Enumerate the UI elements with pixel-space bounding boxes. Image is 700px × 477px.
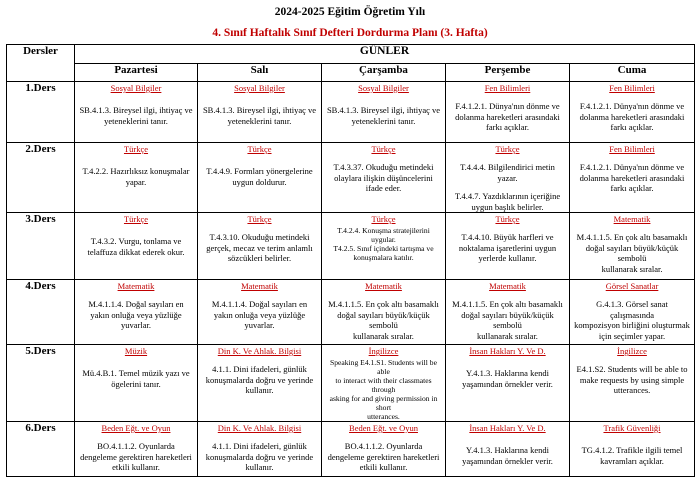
lesson-row	[7, 422, 695, 477]
outcome-line: kullanarak sıralar.	[601, 263, 663, 274]
outcome-line: SB.4.1.3. Bireysel ilgi, ihtiyaç ve	[326, 105, 441, 115]
outcome-line: F.4.1.2.1. Dünya'nın dönme ve	[455, 101, 560, 111]
outcome-text	[322, 356, 445, 421]
lesson-cell	[198, 213, 322, 280]
outcome-line: konuşmalara katılır.	[353, 253, 414, 262]
lesson-cell	[198, 143, 322, 213]
outcome-line: T.4.4.9. Formları yönergelerine	[206, 166, 313, 176]
outcome-text	[198, 154, 321, 187]
outcome-line: konuşmalarda doğru ve yerinde	[205, 451, 314, 462]
lesson-cell	[570, 345, 695, 422]
outcome-line: ögelerini tanır.	[111, 378, 161, 389]
lesson-row	[7, 213, 695, 280]
outcome-line: make requests by using simple	[579, 374, 685, 385]
outcome-line: farkı açıklar.	[610, 183, 654, 193]
subject-label: Sosyal Bilgiler	[358, 83, 409, 93]
outcome-line: BO.4.1.1.2. Oyunlarda	[344, 441, 423, 451]
lesson-cell	[570, 422, 695, 477]
outcome-line: SB.4.1.3. Bireysel ilgi, ihtiyaç ve	[202, 105, 317, 115]
outcome-text	[446, 93, 569, 133]
outcome-line: yeteneklerini tanır.	[104, 115, 168, 126]
subject-label: Fen Bilimleri	[609, 144, 655, 154]
outcome-line: kullanır.	[245, 462, 274, 472]
lesson-cell	[198, 345, 322, 422]
document-subtitle: 4. Sınıf Haftalık Sınıf Defteri Dordurma Planı (3. Hafta)	[212, 27, 488, 39]
outcome-line: T4.2.5. Sınıf içindeki tartışma ve	[333, 244, 434, 253]
day-header-2: Çarşamba	[322, 63, 446, 82]
outcome-line: T.4.2.4. Konuşma stratejilerini	[337, 226, 430, 235]
outcome-line: yazar.	[497, 172, 518, 183]
lesson-cell	[198, 280, 322, 345]
outcome-line: dengeleme gerektiren hareketleri	[80, 451, 192, 462]
outcome-line: utterances.	[367, 412, 400, 421]
outcome-line: farkı açıklar.	[610, 122, 654, 132]
outcome-line: yapar.	[125, 176, 147, 187]
outcome-line: asking for and giving permission in short	[329, 394, 438, 412]
outcome-text	[322, 224, 445, 262]
day-header-1: Salı	[198, 63, 322, 82]
subject-label: Matematik	[613, 214, 651, 224]
subject-label: Din K. Ve Ahlak. Bilgisi	[217, 346, 302, 356]
day-header-0: Pazartesi	[75, 63, 198, 82]
outcome-line: Y.4.1.3. Haklarına kendi	[466, 368, 549, 378]
lesson-cell	[322, 280, 446, 345]
outcome-line: yaşamından örnekler verir.	[462, 378, 553, 389]
subject-label: Fen Bilimleri	[609, 83, 655, 93]
subject-label: Türkçe	[123, 214, 149, 224]
outcome-line: to interact with their classmates through	[335, 376, 432, 394]
outcome-line: etkili kullanır.	[359, 462, 408, 472]
outcome-text	[75, 93, 197, 126]
lesson-cell	[322, 345, 446, 422]
outcome-line: dolanma hareketleri arasındaki	[579, 111, 685, 122]
outcome-line: M.4.1.1.4. Doğal sayıları en	[211, 299, 308, 309]
lesson-cell	[446, 280, 570, 345]
lesson-cell	[322, 82, 446, 143]
lesson-cell	[75, 422, 198, 477]
subject-label: Sosyal Bilgiler	[234, 83, 285, 93]
subject-label: Türkçe	[371, 214, 396, 224]
lesson-cell	[446, 345, 570, 422]
outcome-line: M.4.1.1.5. En çok altı basamaklı	[452, 299, 563, 309]
lesson-label: 2.Ders	[7, 143, 75, 213]
subject-label: Matematik	[241, 281, 278, 291]
outcome-line: yaşamından örnekler verir.	[462, 455, 553, 466]
weekly-plan-table	[6, 44, 695, 477]
lesson-label: 6.Ders	[7, 422, 75, 477]
subject-label: Türkçe	[495, 214, 520, 224]
outcome-text	[198, 224, 321, 264]
subject-label: Matematik	[489, 281, 526, 291]
lesson-cell	[446, 213, 570, 280]
subject-label: İngilizce	[368, 346, 399, 356]
outcome-line: F.4.1.2.1. Dünya'nın dönme ve	[579, 162, 685, 172]
outcome-text	[75, 291, 197, 331]
outcome-line: T.4.4.4. Bilgilendirici metin	[460, 162, 555, 172]
outcome-text	[198, 433, 321, 473]
outcome-text	[446, 224, 569, 264]
subject-label: Türkçe	[247, 214, 272, 224]
subject-label: Sosyal Bilgiler	[110, 83, 162, 93]
outcome-line: E4.1.S2. Students will be able to	[576, 364, 688, 374]
outcome-line: olaylara ilişkin düşüncelerini	[334, 172, 433, 183]
outcome-line: yuvarlar.	[244, 320, 275, 330]
outcome-line: doğal sayıları büyük/küçük sembolü	[337, 309, 430, 330]
outcome-line: yakın onluğa veya yüzlüğe	[90, 309, 182, 320]
dersler-header: Dersler	[7, 45, 75, 82]
subject-label: Matematik	[365, 281, 402, 291]
outcome-text	[446, 154, 569, 212]
outcome-line: kompozisyon birliğini oluşturmak	[574, 320, 690, 330]
lesson-cell	[75, 345, 198, 422]
outcome-text	[75, 224, 197, 257]
lesson-cell	[446, 143, 570, 213]
subject-label: Türkçe	[371, 144, 396, 154]
outcome-line: gerçek, mecaz ve terim anlamlı	[206, 242, 313, 253]
lesson-cell	[570, 213, 695, 280]
subject-label: Türkçe	[247, 144, 272, 154]
outcome-text	[570, 154, 694, 194]
lesson-cell	[75, 213, 198, 280]
subject-label: Görsel Sanatlar	[605, 281, 659, 291]
lesson-cell	[322, 422, 446, 477]
lesson-cell	[446, 422, 570, 477]
outcome-line: uygular.	[371, 235, 396, 244]
outcome-line: yakın onluğa veya yüzlüğe	[213, 309, 306, 320]
outcome-line: farkı açıklar.	[486, 122, 529, 132]
outcome-line: M.4.1.1.5. En çok altı basamaklı	[328, 299, 439, 309]
outcome-line: T.4.4.10. Büyük harfleri ve	[461, 232, 554, 242]
outcome-line: BO.4.1.1.2. Oyunlarda	[97, 441, 175, 451]
outcome-text	[322, 433, 445, 473]
outcome-line: SB.4.1.3. Bireysel ilgi, ihtiyaç ve	[79, 105, 193, 115]
outcome-line: noktalama işaretlerini uygun	[458, 242, 557, 253]
outcome-text	[446, 291, 569, 341]
outcome-line: T.4.2.2. Hazırlıksız konuşmalar	[82, 166, 190, 176]
outcome-text	[198, 93, 321, 126]
outcome-text	[570, 224, 694, 274]
outcome-line: kullanarak sıralar.	[353, 330, 414, 341]
outcome-text	[570, 291, 694, 341]
lesson-cell	[570, 82, 695, 143]
subject-label: Trafik Güvenliği	[603, 423, 661, 433]
lesson-label: 1.Ders	[7, 82, 75, 143]
outcome-line: doğal sayıları büyük/küçük sembolü	[585, 242, 679, 263]
outcome-text	[75, 356, 197, 389]
outcome-text	[75, 154, 197, 187]
outcome-text	[198, 356, 321, 396]
outcome-line: yuvarlar.	[121, 320, 151, 330]
day-header-3: Perşembe	[446, 63, 570, 82]
subject-label: Beden Eğt. ve Oyun	[101, 423, 171, 433]
lesson-cell	[75, 280, 198, 345]
subject-label: Fen Bilimleri	[484, 83, 531, 93]
outcome-line: konuşmalarda doğru ve yerinde	[205, 374, 314, 385]
lesson-cell	[75, 143, 198, 213]
outcome-text	[570, 433, 694, 466]
lesson-cell	[446, 82, 570, 143]
outcome-gap	[450, 183, 565, 191]
outcome-line: Speaking E4.1.S1. Students will be able	[330, 358, 437, 376]
outcome-line: yeteneklerini tanır.	[351, 115, 416, 126]
subject-label: Din K. Ve Ahlak. Bilgisi	[217, 423, 302, 433]
outcome-line: sözcükleri belirler.	[227, 253, 292, 263]
lesson-cell	[322, 213, 446, 280]
lesson-row	[7, 143, 695, 213]
lesson-label: 3.Ders	[7, 213, 75, 280]
lesson-label: 4.Ders	[7, 280, 75, 345]
subject-label: Türkçe	[495, 144, 520, 154]
outcome-line: yerlerde kullanır.	[478, 253, 537, 263]
outcome-line: uygun başlık belirler.	[471, 201, 544, 212]
subject-label: Müzik	[124, 346, 148, 356]
lesson-cell	[75, 82, 198, 143]
outcome-line: T.4.4.7. Yazdıklarının içeriğine	[454, 191, 561, 201]
outcome-line: dolanma hareketleri arasındaki	[579, 172, 685, 183]
subject-label: İnsan Hakları Y. Ve D.	[469, 346, 546, 356]
outcome-line: doğal sayıları büyük/küçük sembolü	[461, 309, 554, 330]
outcome-line: Mü.4.B.1. Temel müzik yazı ve	[82, 368, 190, 378]
outcome-line: M.4.1.1.4. Doğal sayıları en	[88, 299, 184, 309]
subject-label: Türkçe	[123, 144, 149, 154]
outcome-line: kavramları açıklar.	[600, 455, 664, 466]
outcome-line: yeteneklerini tanır.	[227, 115, 292, 126]
outcome-line: T.4.3.37. Okuduğu metindeki	[333, 162, 434, 172]
outcome-line: kullanarak sıralar.	[477, 330, 538, 341]
outcome-line: dengeleme gerektiren hareketleri	[327, 451, 440, 462]
gunler-header: GÜNLER	[75, 45, 695, 64]
outcome-line: M.4.1.1.5. En çok altı basamaklı	[576, 232, 688, 242]
lesson-cell	[570, 280, 695, 345]
lesson-cell	[198, 82, 322, 143]
outcome-line: etkili kullanır.	[112, 462, 160, 472]
subject-label: İngilizce	[617, 346, 647, 356]
lesson-cell	[322, 143, 446, 213]
lesson-cell	[570, 143, 695, 213]
lesson-label: 5.Ders	[7, 345, 75, 422]
lesson-row	[7, 82, 695, 143]
outcome-line: telaffuza dikkat ederek okur.	[87, 246, 185, 257]
outcome-line: ifade eder.	[365, 183, 402, 193]
outcome-text	[322, 291, 445, 341]
outcome-text	[446, 433, 569, 466]
outcome-text	[198, 291, 321, 331]
outcome-line: utterances.	[613, 385, 651, 395]
outcome-text	[75, 433, 197, 473]
outcome-line: F.4.1.2.1. Dünya'nın dönme ve	[579, 101, 685, 111]
day-header-4: Cuma	[570, 63, 695, 82]
subject-label: İnsan Hakları Y. Ve D.	[469, 423, 546, 433]
lesson-row	[7, 345, 695, 422]
outcome-line: TG.4.1.2. Trafikle ilgili temel	[581, 445, 683, 455]
outcome-line: uygun doldurur.	[232, 176, 287, 187]
outcome-line: T.4.3.10. Okuduğu metindeki	[209, 232, 310, 242]
subject-label: Matematik	[117, 281, 155, 291]
outcome-line: T.4.3.2. Vurgu, tonlama ve	[90, 236, 182, 246]
document-title: 2024-2025 Eğitim Öğretim Yılı	[274, 6, 426, 18]
outcome-line: Y.4.1.3. Haklarına kendi	[466, 445, 549, 455]
outcome-line: 4.1.1. Dini ifadeleri, günlük	[212, 364, 307, 374]
subject-label: Beden Eğt. ve Oyun	[349, 423, 418, 433]
outcome-text	[570, 93, 694, 133]
outcome-text	[322, 154, 445, 194]
outcome-line: 4.1.1. Dini ifadeleri, günlük	[212, 441, 307, 451]
lesson-cell	[198, 422, 322, 477]
lesson-row	[7, 280, 695, 345]
outcome-line: kullanır.	[245, 385, 274, 395]
outcome-line: dolanma hareketleri arasındaki	[455, 111, 560, 122]
outcome-text	[322, 93, 445, 126]
outcome-line: için seçimler yapar.	[598, 330, 666, 341]
outcome-text	[446, 356, 569, 389]
outcome-line: G.4.1.3. Görsel sanat çalışmasında	[596, 299, 668, 320]
outcome-text	[570, 356, 694, 396]
